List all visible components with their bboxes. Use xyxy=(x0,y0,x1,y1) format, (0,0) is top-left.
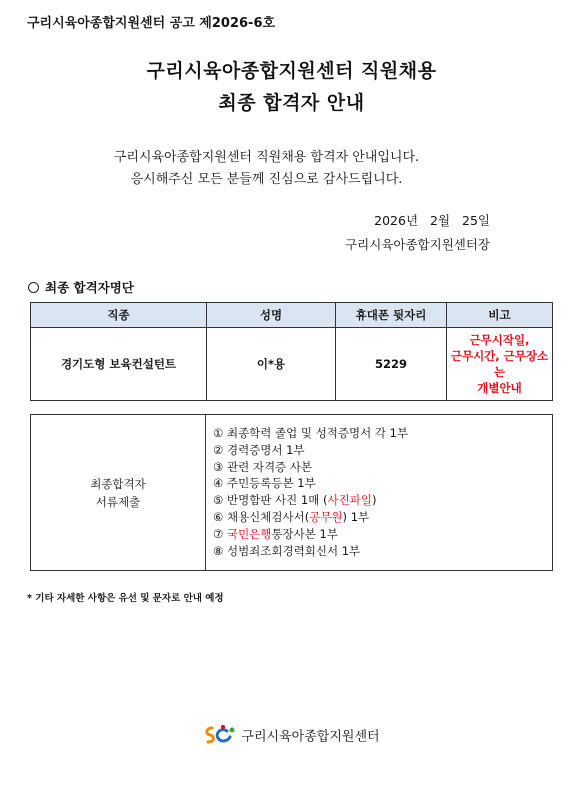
table-row xyxy=(31,328,553,401)
notice-number: 구리시육아종합지원센터 공고 제2026-6호 xyxy=(27,16,276,31)
header-job: 직종 xyxy=(31,303,207,328)
documents-label xyxy=(31,415,206,571)
results-table xyxy=(30,302,553,401)
documents-label-line: 최종합격자 xyxy=(90,476,146,491)
list-item: ③ 관련 자격증 사본 xyxy=(213,459,313,474)
remark-line: 근무시작일, xyxy=(469,333,530,347)
section-title: 최종 합격자명단 xyxy=(45,280,134,295)
center-logo-icon xyxy=(203,724,237,750)
footer-org-name: 구리시육아종합지원센터 xyxy=(241,729,380,745)
list-item: ⑦ 국민은행통장사본 1부 xyxy=(213,526,338,541)
intro-line-1: 구리시육아종합지원센터 직원채용 합격자 안내입니다. xyxy=(113,150,420,165)
list-item: ① 최종학력 졸업 및 성적증명서 각 1부 xyxy=(213,426,409,440)
cell-job: 경기도형 보육컨설턴트 xyxy=(31,328,207,401)
header-phone: 휴대폰 뒷자리 xyxy=(336,303,447,328)
remark-line: 개별안내 xyxy=(477,381,522,395)
footnote: * 기타 자세한 사항은 유선 및 문자로 안내 예정 xyxy=(27,593,224,604)
page-title: 구리시육아종합지원센터 직원채용 xyxy=(146,60,437,82)
documents-table xyxy=(30,414,553,571)
intro-line-2: 응시해주신 모든 분들께 진심으로 감사드립니다. xyxy=(130,172,403,187)
circle-bullet-icon xyxy=(28,282,39,293)
documents-list xyxy=(206,415,553,571)
highlight-text: 국민은행 xyxy=(226,526,272,541)
results-header-row xyxy=(31,303,553,328)
page-subtitle: 최종 합격자 안내 xyxy=(218,92,365,114)
list-item: ⑤ 반명함판 사진 1매 (사진파일) xyxy=(213,493,377,508)
signer: 구리시육아종합지원센터장 xyxy=(345,237,490,252)
list-item: ② 경력증명서 1부 xyxy=(213,442,305,457)
list-item: ⑥ 채용신체검사서(공무원) 1부 xyxy=(213,509,370,524)
remark-line: 근무시간, 근무장소는 xyxy=(450,349,549,379)
header-remark: 비고 xyxy=(447,303,553,328)
notice-date: 2026년 2월 25일 xyxy=(374,213,490,228)
cell-phone: 5229 xyxy=(336,328,447,401)
highlight-text: 공무원 xyxy=(309,509,343,524)
cell-remark xyxy=(447,328,553,401)
cell-name: 이*용 xyxy=(207,328,336,401)
documents-label-line: 서류제출 xyxy=(95,494,141,509)
highlight-text: 사진파일 xyxy=(327,493,372,508)
section-heading xyxy=(28,278,134,296)
list-item: ④ 주민등록등본 1부 xyxy=(213,476,316,491)
list-item: ⑧ 성범죄조회경력회신서 1부 xyxy=(213,543,361,558)
documents-row xyxy=(31,415,553,571)
footer xyxy=(0,724,583,750)
header-name: 성명 xyxy=(207,303,336,328)
